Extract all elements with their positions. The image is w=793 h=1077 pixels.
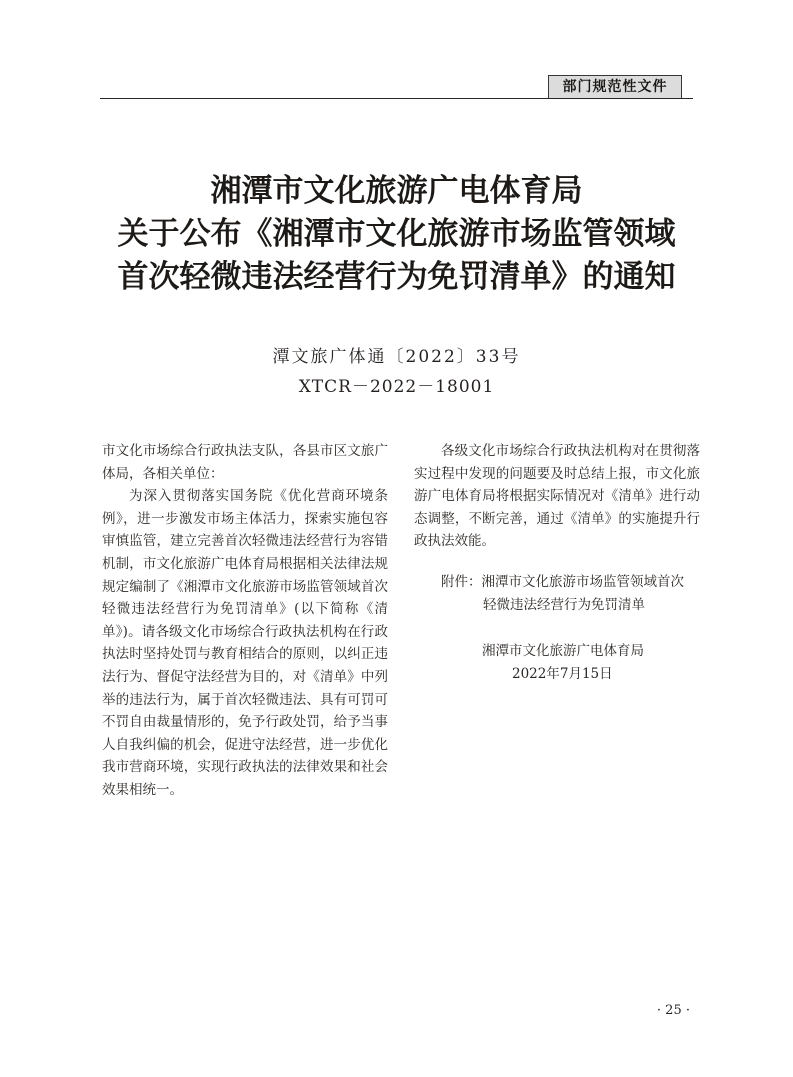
page-number: · 25 · bbox=[656, 1003, 690, 1018]
signature-org: 湘潭市文化旅游广电体育局 bbox=[482, 643, 644, 660]
title-line-3: 首次轻微违法经营行为免罚清单》的通知 bbox=[117, 259, 676, 295]
salutation: 市文化市场综合行政执法支队，各县市区文旅广体局，各相关单位： bbox=[102, 443, 388, 482]
document-number: 潭文旅广体通〔2022〕33号 bbox=[272, 347, 521, 367]
body-paragraph-2: 各级文化市场综合行政执法机构对在贯彻落实过程中发现的问题要及时总结上报，市文化旅游广电体育局将根据实际情况对《清单》进行动态调整，不断完善，通过《清单》的实施提升行政执法效能。 bbox=[414, 443, 700, 550]
attachment-line-2: 轻微违法经营行为免罚清单 bbox=[483, 596, 645, 613]
signature-date: 2022年7月15日 bbox=[512, 665, 613, 682]
body-right-column bbox=[414, 440, 700, 685]
body-left-column bbox=[102, 440, 388, 802]
section-tag: 部门规范性文件 bbox=[548, 75, 682, 99]
document-title bbox=[60, 170, 733, 299]
body-paragraph-1: 为深入贯彻落实国务院《优化营商环境条例》，进一步激发市场主体活力，探索实施包容审慎监管，建立完善首次轻微违法经营行为容错机制，市文化旅游广电体育局根据相关法律法规规定编制了《湘潭市文化旅游市场监管领域首次轻微违法经营行为免罚清单》(以下简称《清单》)。请各级文化市场综合行政执法机构在行政执法时坚持处罚与教育相结合的原则，以纠正违法行为、督促守法经营为目的，对《清单》中列举的违法行为，属于首次轻微违法、具有可罚可不罚自由裁量情形的，免予行政处罚，给予当事人自我纠偏的机会，促进守法经营，进一步优化我市营商环境，实现行政执法的法律效果和社会效果相统一。 bbox=[102, 488, 388, 798]
title-line-1: 湘潭市文化旅游广电体育局 bbox=[210, 173, 583, 209]
document-code: XTCR－2022－18001 bbox=[298, 377, 495, 397]
header-rule bbox=[100, 98, 693, 99]
attachment-line-1: 附件：湘潭市文化旅游市场监管领域首次 bbox=[441, 573, 684, 590]
title-line-2: 关于公布《湘潭市文化旅游市场监管领域 bbox=[117, 216, 676, 252]
